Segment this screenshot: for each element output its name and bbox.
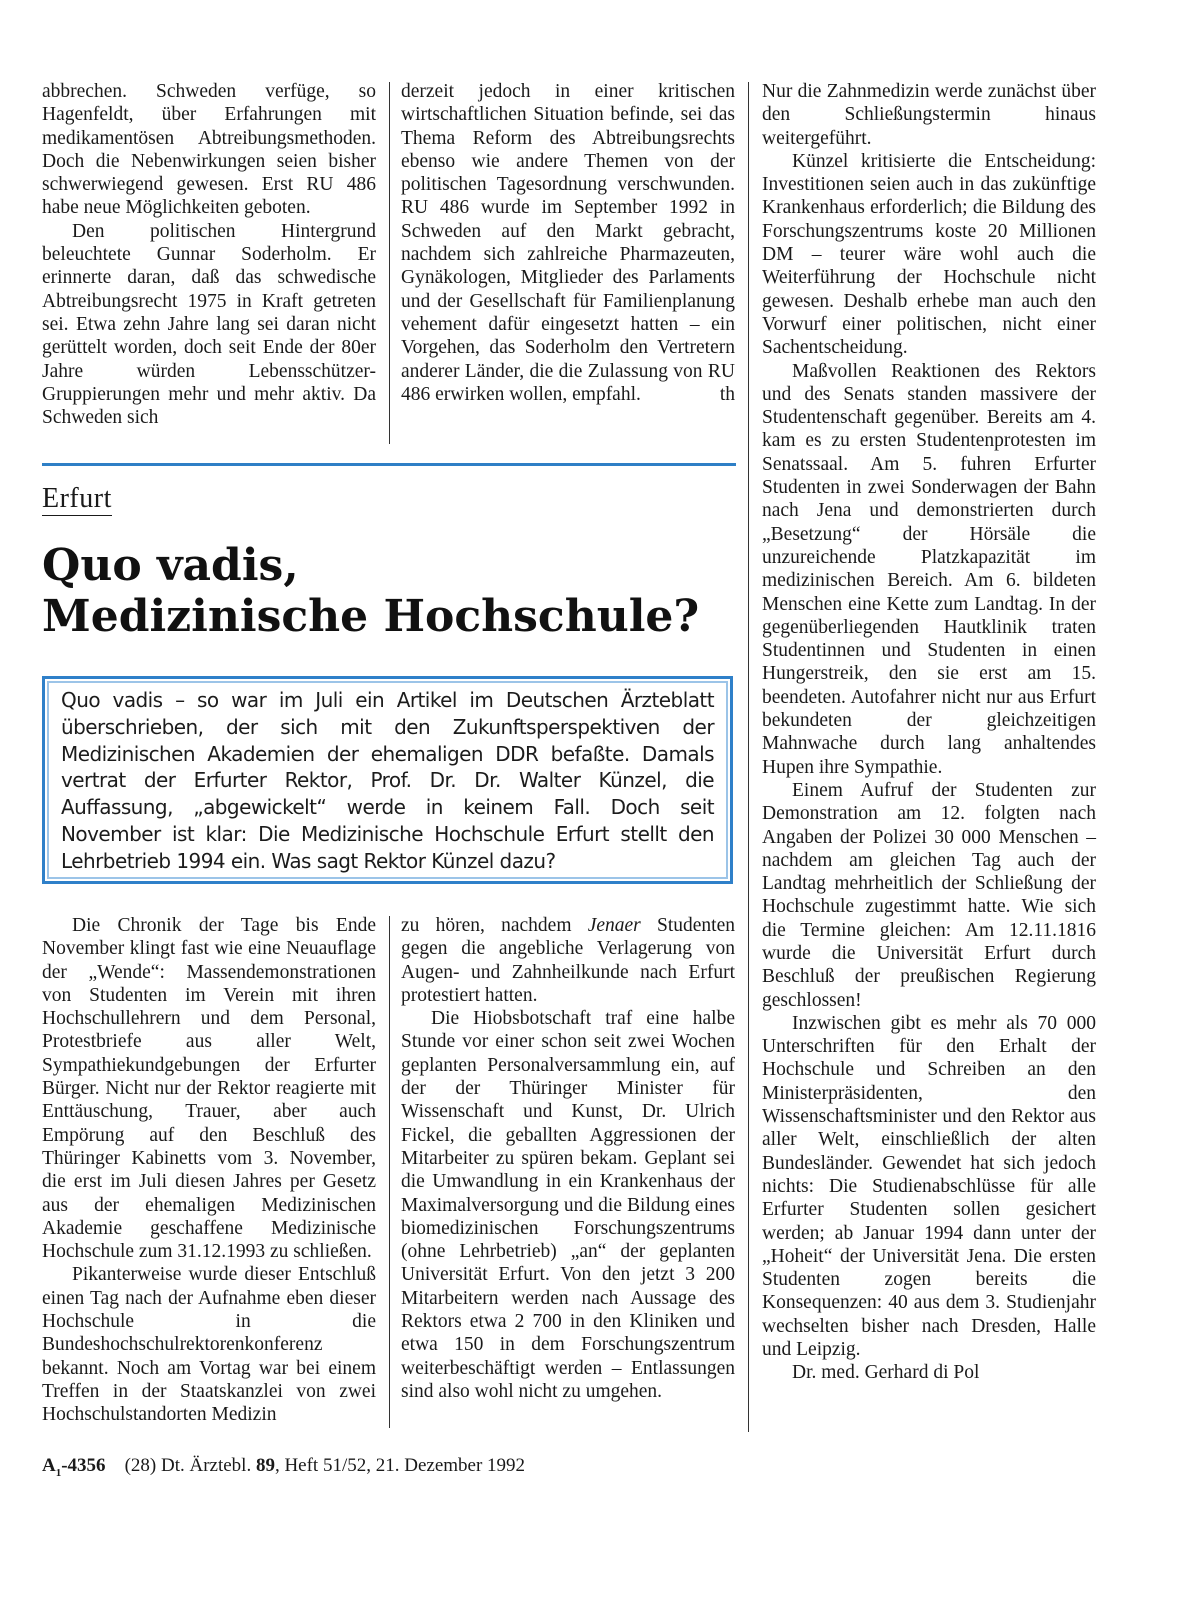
article-paragraph: Inzwischen gibt es mehr als 70 000 Unterschriften für den Erhalt der Hochschule und Schreiben an den Ministerpräsidenten, den Wissenschaftsminister und den Rektor aus aller Welt, einschließlich der alten Bundesländer. Gewendet hat sich jedoch nichts: Die Studienabschlüsse für alle Erfurter Studenten sollen gesichert werden; ab Januar 1994 dann unter der „Hoheit“ der Universität Jena. Die ersten Studenten zogen bereits die Konsequenzen: 40 aus dem 3. Studienjahr wechselten bisher nach Dresden, Halle und Leipzig. — [762, 1012, 1096, 1361]
page-footer — [42, 1455, 525, 1484]
citation-text: (28) Dt. Ärztebl. — [124, 1455, 256, 1476]
article-paragraph: Einem Aufruf der Studenten zur Demonstration am 12. folgten nach Angaben der Polizei 30 000 Menschen – nachdem am gleichen Tag auch der Landtag mehrheitlich der Schließung der Hochschule zugestimmt hatte. Wie sich die Termine gleichen: Am 12.11.1816 wurde die Universität Erfurt durch Beschluß der preußischen Regierung geschlossen! — [762, 779, 1096, 1011]
article-paragraph: Pikanterweise wurde dieser Entschluß einen Tag nach der Aufnahme eben dieser Hochschule in die Bundeshochschulrektorenkonferenz bekannt. Noch am Vortag war bei einem Treffen in der Staatskanzlei von zwei Hochschulstandorten Medizin — [42, 1264, 376, 1426]
page-id-number: -4356 — [61, 1455, 106, 1476]
headline-line: Quo vadis, — [42, 540, 299, 591]
article-paragraph: Nur die Zahnmedizin werde zunächst über den Schließungstermin hinaus weitergeführt. — [762, 81, 1096, 149]
article-paragraph: Künzel kritisierte die Entscheidung: Investitionen seien auch in das zukünftige Krankenhaus erforderlich; die Bildung des Forschungszentrums koste 20 Millionen DM – teurer wäre wohl auch die Weiterführung der Hochschule nicht gewesen. Deshalb erhebe man auch den Vorwurf einer politischen, nicht einer Sachentscheidung. — [762, 150, 1096, 359]
author-signature: Dr. med. Gerhard di Pol — [792, 1362, 980, 1384]
article-kicker: Erfurt — [42, 483, 112, 514]
text-run: zu hören, nachdem — [401, 915, 588, 936]
prev-author-initials: th — [719, 383, 735, 405]
text-run: Studenten gegen die angebliche Verlagerung von Augen- und Zahnheilkunde nach Erfurt protestiert hatten. — [401, 915, 735, 1006]
column-divider — [389, 82, 390, 444]
text-run-italic: Jenaer — [587, 915, 641, 936]
prev-article-col1 — [42, 80, 376, 429]
article-separator — [42, 463, 736, 466]
headline-line: Medizinische Hochschule? — [42, 591, 700, 642]
prev-article-col2 — [401, 80, 735, 406]
article-paragraph: Die Hiobsbotschaft traf eine halbe Stunde vor einer schon seit zwei Wochen geplanten Personalversammlung ein, auf der der Thüringer Minister für Wissenschaft und Kunst, Dr. Ulrich Fickel, die geballten Aggressionen der Mitarbeiter zu spüren bekam. Geplant sei die Umwandlung in ein Krankenhaus der Maximalversorgung und die Bildung eines biomedizinischen Forschungszentrums (ohne Lehrbetrieb) „an“ der geplanten Universität Erfurt. Von den jetzt 3 200 Mitarbeitern werden nach Aussage des Rektors etwa 2 700 in den Kliniken und etwa 150 in dem Forschungszentrum weiterbeschäftigt werden – Entlassungen sind also wohl nicht zu umgehen. — [401, 1008, 735, 1402]
column-divider — [389, 916, 390, 1428]
page-id — [42, 1455, 106, 1479]
prev-col2-paragraph: derzeit jedoch in einer kritischen wirtschaftlichen Situation befinde, sei das Thema Reform des Abtreibungsrechts ebenso wie andere Themen von der politischen Tagesordnung verschwunden. RU 486 wurde im September 1992 in Schweden auf den Markt gebracht, nachdem sich zahlreiche Pharmazeuten, Gynäkologen, Mitglieder des Parlaments und der Gesellschaft für Familienplanung vehement dafür eingesetzt hatten – ein Vorgehen, das Soderholm den Vertretern anderer Länder, die die Zulassung von RU 486 erwirken wollen, empfahl. — [401, 81, 735, 405]
page-id-sub: 1 — [55, 1466, 62, 1479]
page-id-letter: A — [42, 1455, 56, 1476]
article-col1 — [42, 914, 376, 1427]
prev-col1-paragraph: Den politischen Hintergrund beleuchtete Gunnar Soderholm. Er erinnerte daran, daß das schwedische Abtreibungsrecht 1975 in Kraft getreten sei. Etwa zehn Jahre lang sei daran nicht gerüttelt worden, doch seit Ende der 80er Jahre würden Lebensschützer-Gruppierungen mehr und mehr aktiv. Da Schweden sich — [42, 220, 376, 429]
citation-text: , Heft 51/52, 21. Dezember 1992 — [274, 1455, 526, 1476]
column-divider — [748, 82, 749, 1432]
article-col3 — [762, 80, 1096, 1385]
prev-col1-paragraph: abbrechen. Schweden verfüge, so Hagenfeldt, über Erfahrungen mit medikamentösen Abtreibungsmethoden. Doch die Nebenwirkungen seien bisher schwerwiegend gewesen. Erst RU 486 habe neue Möglichkeiten geboten. — [42, 81, 376, 219]
article-paragraph: Die Chronik der Tage bis Ende November klingt fast wie eine Neuauflage der „Wende“: Massendemonstrationen von Studenten im Verein mit ihren Hochschullehrern und dem Personal, Protestbriefe aus aller Welt, Sympathiekundgebungen der Erfurter Bürger. Nicht nur der Rektor reagierte mit Enttäuschung, Trauer, aber auch Empörung auf den Beschluß des Thüringer Kabinetts vom 3. November, die erst im Juli diesen Jahres per Gesetz aus der ehemaligen Medizinischen Akademie geschaffene Medizinische Hochschule zum 31.12.1993 zu schließen. — [42, 915, 376, 1263]
lead-text: Quo vadis – so war im Juli ein Artikel im Deutschen Ärzteblatt überschrieben, der sich mit den Zukunftsperspektiven der Medizinischen Akademien der ehemaligen DDR befaßte. Damals vertrat der Erfurter Rektor, Prof. Dr. Dr. Walter Künzel, die Auffassung, „abgewickelt“ werde in keinem Fall. Doch seit November ist klar: Die Medizinische Hochschule Erfurt stellt den Lehrbetrieb 1994 ein. Was sagt Rektor Künzel dazu? — [61, 688, 714, 873]
article-col2 — [401, 914, 735, 1403]
article-paragraph — [401, 914, 735, 1007]
article-headline — [42, 540, 742, 642]
citation-volume: 89 — [255, 1455, 275, 1476]
lead-box — [42, 676, 733, 884]
article-paragraph: Maßvollen Reaktionen des Rektors und des Senats standen massivere der Studentenschaft gegenüber. Bereits am 4. kam es zu ersten Studentenprotesten im Senatssaal. Am 5. fuhren Erfurter Studenten in zwei Sonderwagen der Bahn nach Jena und demonstrierten durch „Besetzung“ der Hörsäle die unzureichende Platzkapazität im medizinischen Bereich. Am 6. bildeten Menschen eine Kette zum Landtag. In der gegenüberliegenden Hautklinik traten Studentinnen und Studenten in einen Hungerstreik, den sie erst am 15. beendeten. Autofahrer nicht nur aus Erfurt bekundeten der gleichzeitigen Mahnwache durch lang anhaltendes Hupen ihre Sympathie. — [762, 360, 1096, 778]
